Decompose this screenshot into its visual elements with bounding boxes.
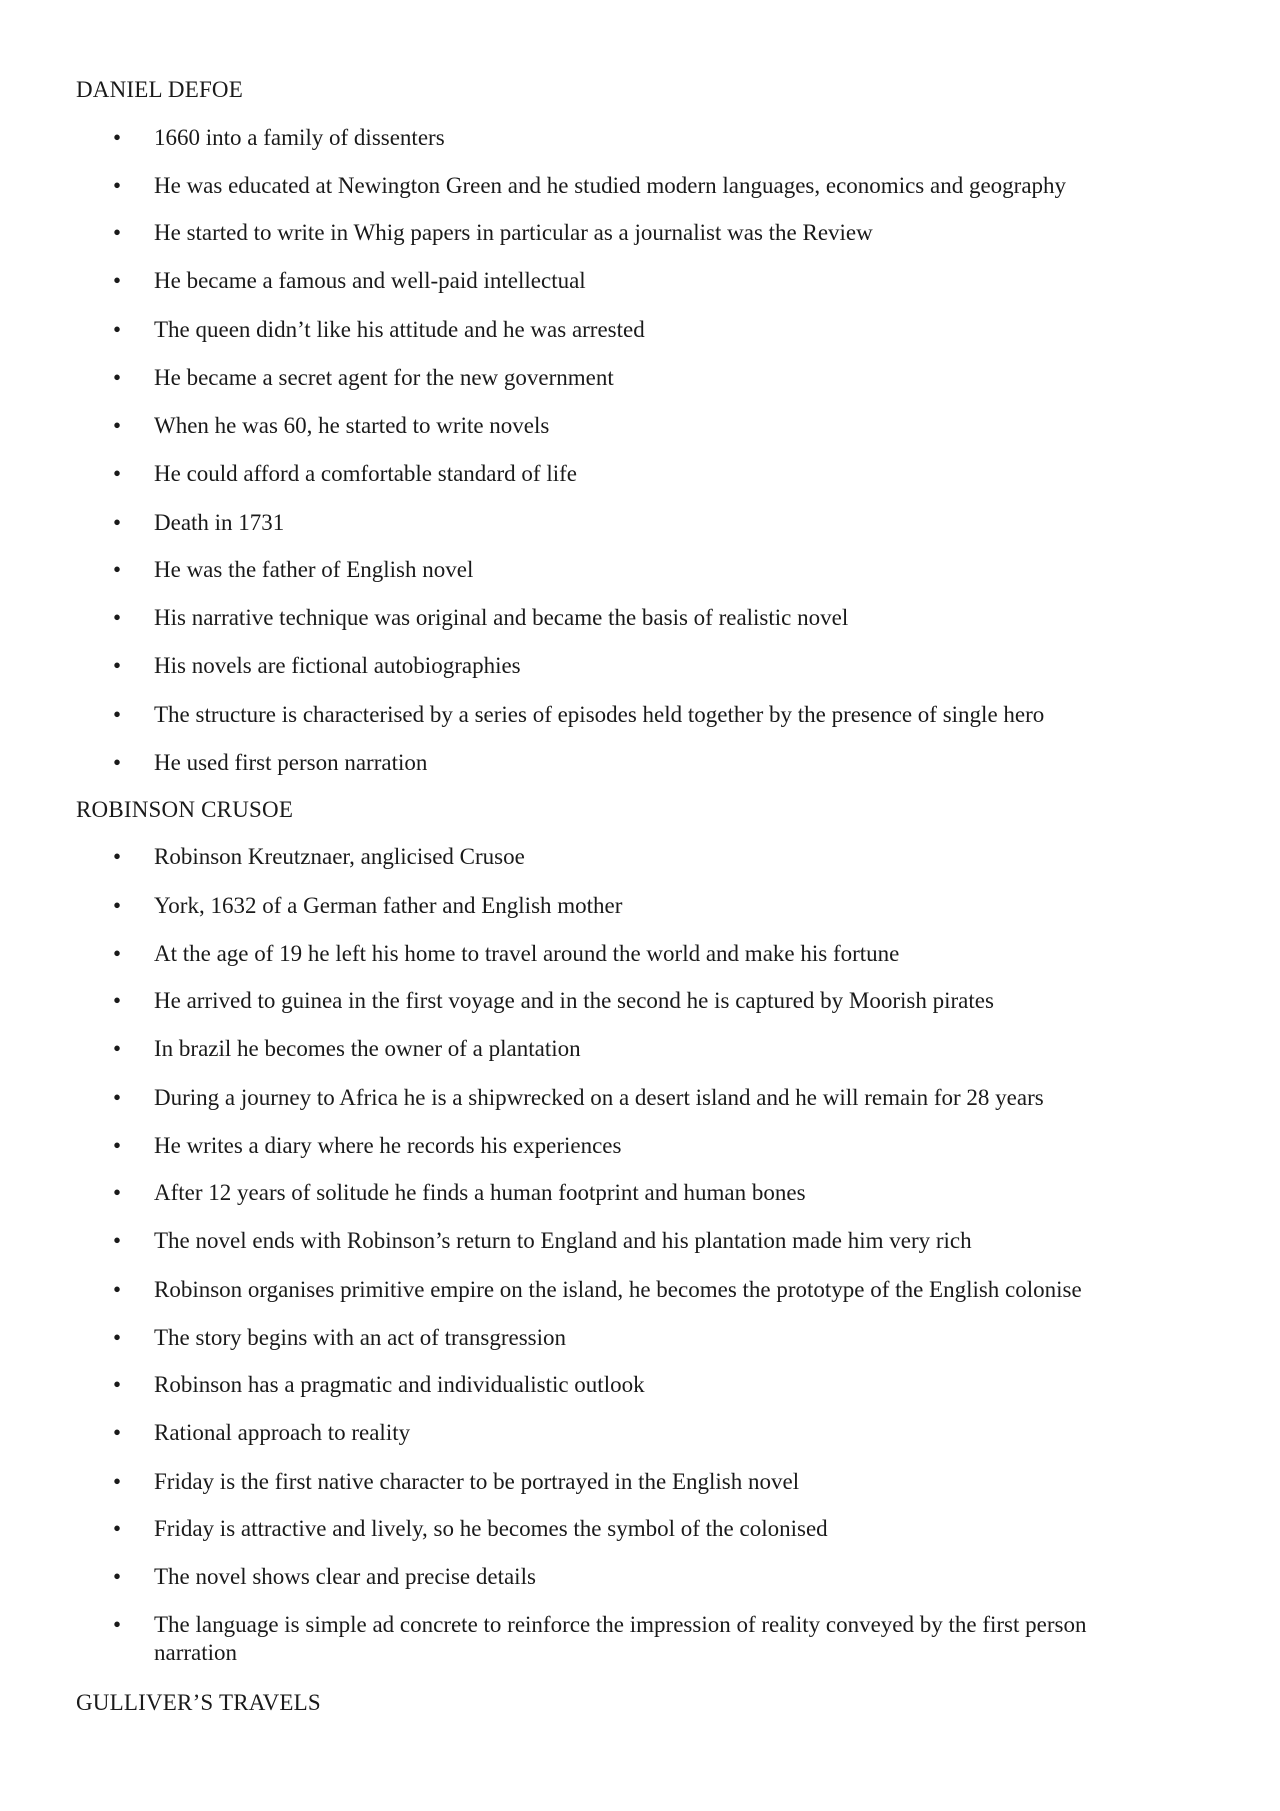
list-item-text: The story begins with an act of transgression [154, 1325, 566, 1350]
list-item-text: He used first person narration [154, 750, 428, 775]
list-item-text: Friday is the first native character to be portrayed in the English novel [154, 1469, 800, 1494]
list-item-text: Friday is attractive and lively, so he becomes the symbol of the colonised [154, 1516, 828, 1541]
list-item-text: The novel shows clear and precise details [154, 1564, 536, 1589]
list-item-text: After 12 years of solitude he finds a human footprint and human bones [154, 1180, 806, 1205]
bullet-icon: • [113, 605, 122, 630]
bullet-icon: • [113, 510, 122, 535]
bullet-icon: • [113, 461, 122, 486]
list-item-text: He was educated at Newington Green and he studied modern languages, economics and geography [154, 173, 1067, 198]
bullet-icon: • [113, 1277, 122, 1302]
list-item-text: His narrative technique was original and became the basis of realistic novel [154, 605, 849, 630]
list-item-text: He started to write in Whig papers in particular as a journalist was the Review [154, 220, 873, 245]
bullet-icon: • [113, 365, 122, 390]
list-item-text: Robinson Kreutznaer, anglicised Crusoe [154, 844, 525, 869]
bullet-icon: • [113, 844, 122, 869]
bullet-icon: • [113, 1133, 122, 1158]
bullet-icon: • [113, 653, 122, 678]
bullet-icon: • [113, 220, 122, 245]
bullet-icon: • [113, 893, 122, 918]
list-item-text: York, 1632 of a German father and English mother [154, 893, 623, 918]
bullet-icon: • [113, 317, 122, 342]
bullet-icon: • [113, 1420, 122, 1445]
section-heading-daniel-defoe: DANIEL DEFOE [76, 77, 243, 102]
bullet-icon: • [113, 1228, 122, 1253]
bullet-icon: • [113, 1612, 122, 1637]
list-item-text: His novels are fictional autobiographies [154, 653, 521, 678]
list-item-text: At the age of 19 he left his home to travel around the world and make his fortune [154, 941, 900, 966]
list-item-text: He could afford a comfortable standard of life [154, 461, 577, 486]
list-item-text: Robinson organises primitive empire on the island, he becomes the prototype of the English colonise [154, 1277, 1082, 1302]
bullet-icon: • [113, 1325, 122, 1350]
bullet-icon: • [113, 750, 122, 775]
list-item-text: In brazil he becomes the owner of a plantation [154, 1036, 581, 1061]
list-item-text: He became a famous and well-paid intellectual [154, 268, 586, 293]
list-item-text: The structure is characterised by a series of episodes held together by the presence of single hero [154, 702, 1045, 727]
bullet-icon: • [113, 125, 122, 150]
bullet-icon: • [113, 1085, 122, 1110]
section-heading-robinson-crusoe: ROBINSON CRUSOE [76, 797, 294, 822]
list-item-text: He became a secret agent for the new government [154, 365, 614, 390]
bullet-icon: • [113, 1372, 122, 1397]
list-item-text: He writes a diary where he records his experiences [154, 1133, 622, 1158]
bullet-icon: • [113, 557, 122, 582]
bullet-icon: • [113, 1516, 122, 1541]
section-heading-gullivers-travels: GULLIVER’S TRAVELS [76, 1690, 321, 1715]
list-item-text: When he was 60, he started to write novels [154, 413, 550, 438]
list-item-text: Rational approach to reality [154, 1420, 411, 1445]
list-item-text: He was the father of English novel [154, 557, 474, 582]
list-item-text: The language is simple ad concrete to reinforce the impression of reality conveyed by the first person narration [154, 1612, 1087, 1665]
bullet-icon: • [113, 1180, 122, 1205]
bullet-icon: • [113, 1564, 122, 1589]
list-item-text: 1660 into a family of dissenters [154, 125, 445, 150]
list-item-text: The novel ends with Robinson’s return to England and his plantation made him very rich [154, 1228, 972, 1253]
bullet-icon: • [113, 941, 122, 966]
bullet-icon: • [113, 173, 122, 198]
bullet-icon: • [113, 702, 122, 727]
bullet-icon: • [113, 1036, 122, 1061]
bullet-icon: • [113, 413, 122, 438]
list-item-text: Death in 1731 [154, 510, 285, 535]
list-item-text: The queen didn’t like his attitude and he was arrested [154, 317, 645, 342]
bullet-icon: • [113, 988, 122, 1013]
bullet-icon: • [113, 268, 122, 293]
list-item-text: Robinson has a pragmatic and individualistic outlook [154, 1372, 645, 1397]
list-item-text: He arrived to guinea in the first voyage and in the second he is captured by Moorish pirates [154, 988, 994, 1013]
bullet-icon: • [113, 1469, 122, 1494]
list-item-text: During a journey to Africa he is a shipwrecked on a desert island and he will remain for 28 years [154, 1085, 1044, 1110]
